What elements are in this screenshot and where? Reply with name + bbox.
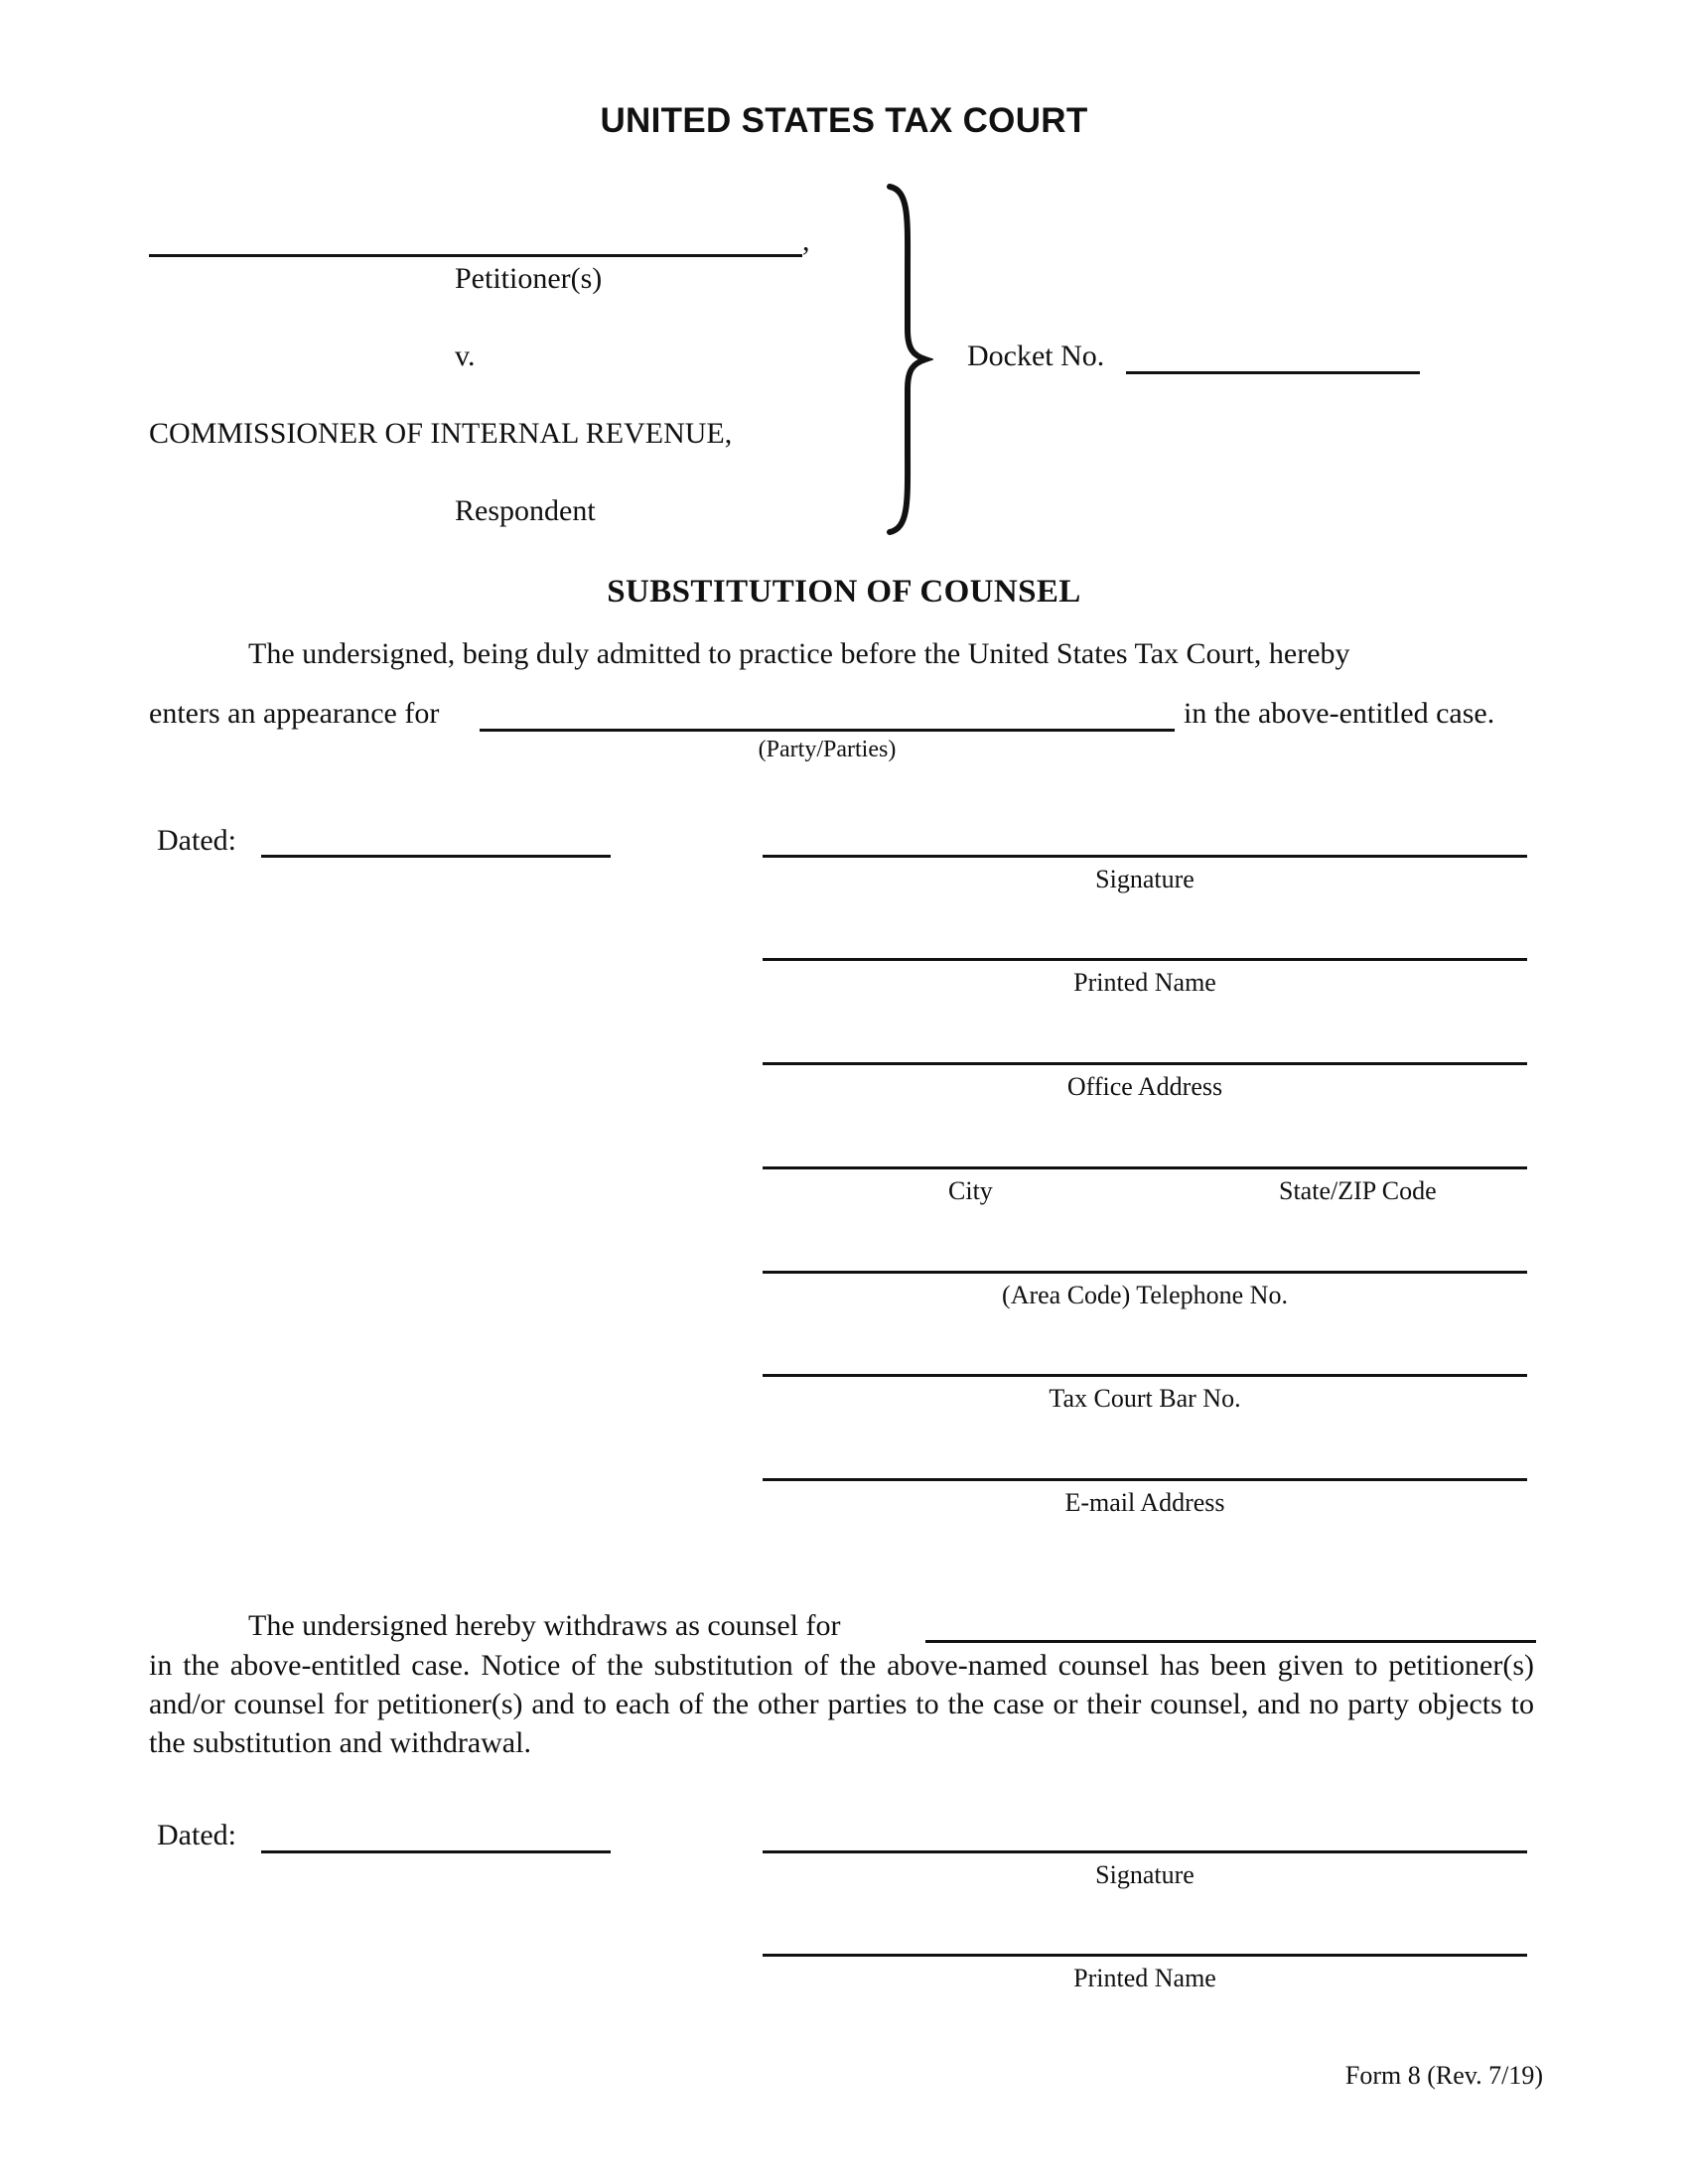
withdrawal-signature-line[interactable] xyxy=(763,1850,1527,1853)
office-address-label: Office Address xyxy=(1066,1072,1223,1101)
document-title: SUBSTITUTION OF COUNSEL xyxy=(607,574,1081,610)
email-label: E-mail Address xyxy=(1064,1488,1225,1517)
appearance-printed-name-label: Printed Name xyxy=(1073,968,1216,997)
withdrawal-printed-name-line[interactable] xyxy=(763,1954,1527,1957)
appearance-signature-line[interactable] xyxy=(763,855,1527,858)
bar-number-label: Tax Court Bar No. xyxy=(1049,1384,1241,1413)
petitioner-name-line[interactable] xyxy=(149,254,802,257)
appearance-signature-label: Signature xyxy=(1095,865,1195,893)
withdrawal-dated-label: Dated: xyxy=(157,1819,236,1851)
withdrawn-party-line[interactable] xyxy=(925,1640,1536,1643)
withdrawal-text: in the above-entitled case. Notice of the substitution of the above-named counsel has been given to petitioner(s) and/or counsel for petitioner(s) and to each of the other parties to the case or their counsel, and no party objects to the substitution and withdrawal. xyxy=(149,1649,1534,1759)
withdrawal-signature-label: Signature xyxy=(1095,1860,1195,1889)
caption-comma: , xyxy=(802,224,810,257)
appearance-suffix: in the above-entitled case. xyxy=(1184,697,1495,730)
appearance-printed-name-line[interactable] xyxy=(763,958,1527,961)
court-title: UNITED STATES TAX COURT xyxy=(600,101,1088,140)
form-number: Form 8 (Rev. 7/19) xyxy=(1344,2061,1543,2090)
bar-number-line[interactable] xyxy=(763,1374,1527,1377)
appearance-date-line[interactable] xyxy=(261,855,611,858)
email-line[interactable] xyxy=(763,1478,1527,1481)
party-name-line[interactable] xyxy=(480,729,1175,732)
appearance-prefix: enters an appearance for xyxy=(149,697,440,730)
docket-number-line[interactable] xyxy=(1126,371,1420,374)
telephone-line[interactable] xyxy=(763,1271,1527,1274)
versus-label: v. xyxy=(455,340,476,372)
office-address-line[interactable] xyxy=(763,1062,1527,1065)
caption-brace-icon xyxy=(874,181,933,538)
appearance-line-1: The undersigned, being duly admitted to practice before the United States Tax Court, hereby xyxy=(248,637,1350,670)
respondent-name: COMMISSIONER OF INTERNAL REVENUE, xyxy=(149,417,733,450)
docket-label: Docket No. xyxy=(967,340,1105,372)
state-zip-label: State/ZIP Code xyxy=(1279,1176,1437,1205)
withdrawal-line-1: The undersigned hereby withdraws as counsel for xyxy=(248,1609,841,1642)
respondent-label: Respondent xyxy=(455,494,596,527)
withdrawal-date-line[interactable] xyxy=(261,1850,611,1853)
withdrawal-printed-name-label: Printed Name xyxy=(1073,1964,1216,1992)
party-caption: (Party/Parties) xyxy=(758,737,897,762)
petitioner-label: Petitioner(s) xyxy=(455,262,603,295)
telephone-label: (Area Code) Telephone No. xyxy=(1002,1281,1288,1309)
appearance-dated-label: Dated: xyxy=(157,824,236,857)
city-state-zip-line[interactable] xyxy=(763,1166,1527,1169)
city-label: City xyxy=(948,1176,993,1205)
